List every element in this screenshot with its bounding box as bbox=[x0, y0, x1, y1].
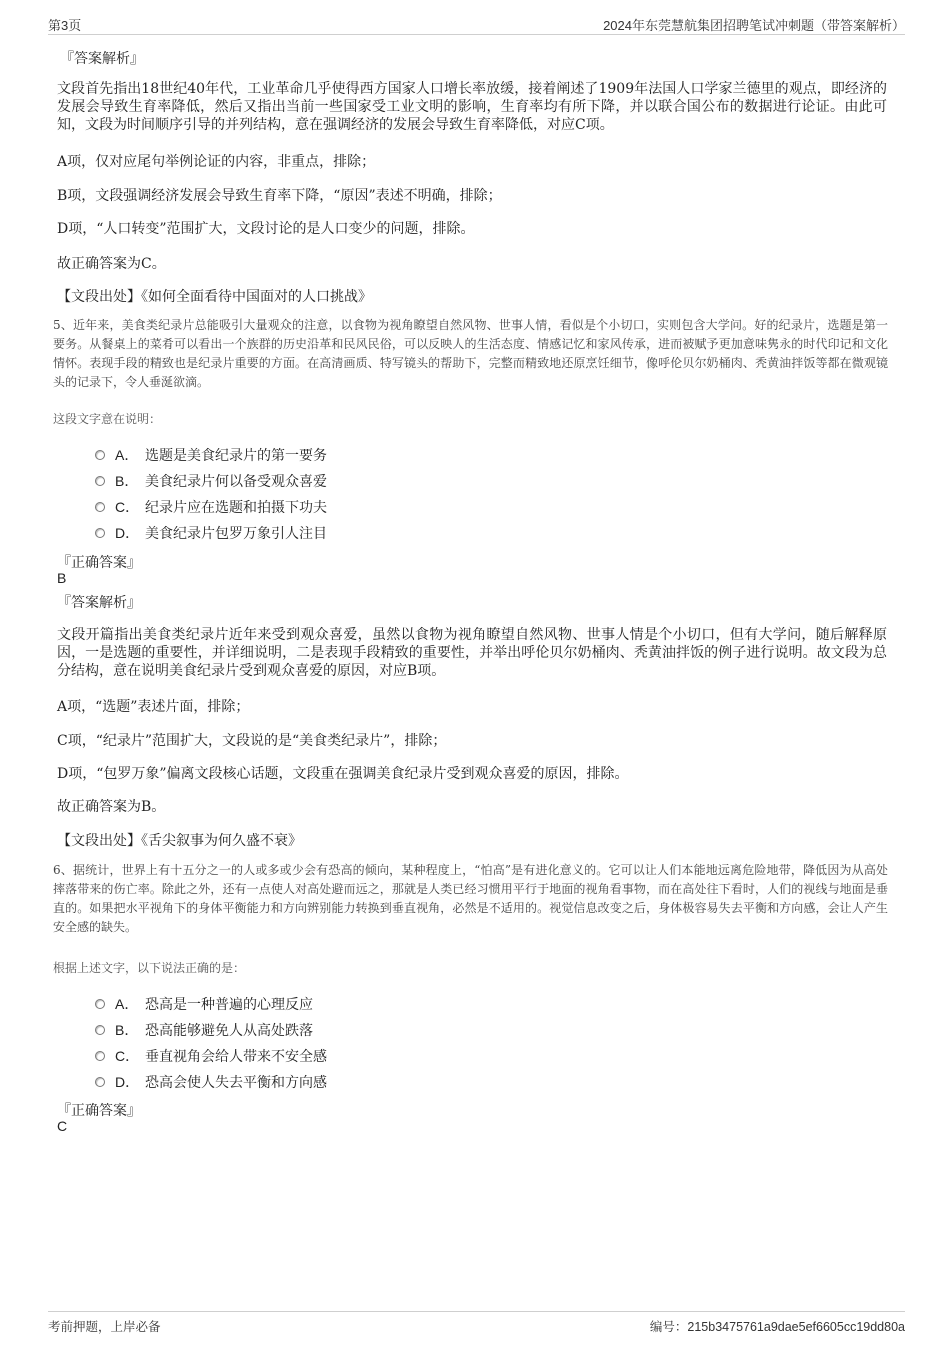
radio-icon[interactable] bbox=[95, 450, 105, 460]
option-text: 美食纪录片包罗万象引人注目 bbox=[145, 526, 327, 542]
option-letter: B． bbox=[115, 473, 139, 489]
correct-answer-label: 『正确答案』 bbox=[57, 1103, 141, 1119]
analysis-note: D项，“人口转变”范围扩大，文段讨论的是人口变少的问题，排除。 bbox=[57, 221, 475, 237]
source-citation: 【文段出处】《如何全面看待中国面对的人口挑战》 bbox=[57, 289, 372, 305]
correct-answer: B bbox=[57, 570, 67, 586]
radio-icon[interactable] bbox=[95, 502, 105, 512]
document-serial: 编号：215b3475761a9dae5ef6605cc19dd80a bbox=[649, 1320, 905, 1334]
option-letter: C． bbox=[115, 1048, 140, 1064]
analysis-note: C项，“纪录片”范围扩大，文段说的是“美食类纪录片”，排除； bbox=[57, 733, 447, 749]
page-footer bbox=[48, 1311, 905, 1336]
option-letter: A． bbox=[115, 996, 139, 1012]
option-letter: D． bbox=[115, 1074, 140, 1090]
page-number: 第3页 bbox=[48, 18, 82, 33]
correct-answer-label: 『正确答案』 bbox=[57, 555, 141, 571]
radio-icon[interactable] bbox=[95, 528, 105, 538]
analysis-label: 『答案解析』 bbox=[57, 595, 141, 611]
radio-icon[interactable] bbox=[95, 1025, 105, 1035]
question-prompt: 这段文字意在说明： bbox=[53, 412, 162, 426]
option-text: 美食纪录片何以备受观众喜爱 bbox=[145, 474, 327, 490]
option-letter: B． bbox=[115, 1022, 139, 1038]
option-text: 纪录片应在选题和拍摄下功夫 bbox=[145, 500, 327, 516]
source-citation: 【文段出处】《舌尖叙事为何久盛不衰》 bbox=[57, 833, 302, 849]
analysis-note: A项，仅对应尾句举例论证的内容，非重点，排除； bbox=[57, 154, 376, 170]
option-letter: C． bbox=[115, 499, 140, 515]
radio-icon[interactable] bbox=[95, 1077, 105, 1087]
question-stem: 5、近年来，美食类纪录片总能吸引大量观众的注意，以食物为视角瞭望自然风物、世事人情，看似是个小切口，实则包含大学问。好的纪录片，选题是第一要务。从餐桌上的菜肴可以看出一个族群的历史沿革和民风民俗，可以反映人的生活态度、情感记忆和家风传承，进而被赋予更加意味隽永的时代印记和文化情怀。表现手段的精致也是纪录片重要的方面。在高清画质、特写镜头的帮助下，完整而精致地还原烹饪细节，像呼伦贝尔奶桶肉、秃黄油拌饭等都在微观镜头的记录下，令人垂涎欲滴。 bbox=[53, 318, 888, 389]
option-text: 恐高能够避免人从高处跌落 bbox=[145, 1023, 313, 1039]
analysis-note: B项，文段强调经济发展会导致生育率下降，“原因”表述不明确，排除； bbox=[57, 188, 502, 204]
page-header bbox=[48, 12, 905, 35]
analysis-text: 文段开篇指出美食类纪录片近年来受到观众喜爱，虽然以食物为视角瞭望自然风物、世事人情是个小切口，但有大学问，随后解释原因，一是选题的重要性，并详细说明，二是表现手段精致的重要性，并举出呼伦贝尔奶桶肉、秃黄油拌饭的例子进行说明。故文段为总分结构，意在说明美食纪录片受到观众喜爱的原因，对应B项。 bbox=[57, 627, 887, 679]
option-letter: A． bbox=[115, 447, 139, 463]
analysis-note: A项，“选题”表述片面，排除； bbox=[57, 699, 250, 715]
analysis-conclusion: 故正确答案为C。 bbox=[57, 256, 166, 272]
analysis-text: 文段首先指出18世纪40年代，工业革命几乎使得西方国家人口增长率放缓，接着阐述了1909年法国人口学家兰德里的观点，即经济的发展会导致生育率降低，然后又指出当前一些国家受工业文明的影响，生育率均有所下降，并以联合国公布的数据进行论证。由此可知，文段为时间顺序引导的并列结构，意在强调经济的发展会导致生育率降低，对应C项。 bbox=[57, 81, 887, 133]
analysis-note: D项，“包罗万象”偏离文段核心话题，文段重在强调美食纪录片受到观众喜爱的原因，排除。 bbox=[57, 766, 629, 782]
option-text: 恐高是一种普遍的心理反应 bbox=[145, 997, 313, 1013]
radio-icon[interactable] bbox=[95, 476, 105, 486]
question-stem: 6、据统计，世界上有十五分之一的人或多或少会有恐高的倾向，某种程度上，“怕高”是有进化意义的。它可以让人们本能地远离危险地带，降低因为从高处摔落带来的伤亡率。除此之外，还有一点使人对高处避而远之，那就是人类已经习惯用平行于地面的视角看事物，而在高处往下看时，人们的视线与地面是垂直的。如果把水平视角下的身体平衡能力和方向辨别能力转换到垂直视角，必然是不适用的。视觉信息改变之后，身体极容易失去平衡和方向感，会让人产生安全感的缺失。 bbox=[53, 863, 888, 934]
option-letter: D． bbox=[115, 525, 140, 541]
footer-slogan: 考前押题，上岸必备 bbox=[48, 1320, 161, 1334]
document-title: 2024年东莞慧航集团招聘笔试冲刺题（带答案解析） bbox=[603, 18, 905, 33]
option-text: 恐高会使人失去平衡和方向感 bbox=[145, 1075, 327, 1091]
analysis-conclusion: 故正确答案为B。 bbox=[57, 799, 166, 815]
analysis-label: 『答案解析』 bbox=[60, 51, 144, 67]
radio-icon[interactable] bbox=[95, 1051, 105, 1061]
correct-answer: C bbox=[57, 1118, 68, 1134]
question-prompt: 根据上述文字，以下说法正确的是： bbox=[53, 961, 246, 975]
option-text: 垂直视角会给人带来不安全感 bbox=[145, 1049, 327, 1065]
radio-icon[interactable] bbox=[95, 999, 105, 1009]
option-text: 选题是美食纪录片的第一要务 bbox=[145, 448, 327, 464]
